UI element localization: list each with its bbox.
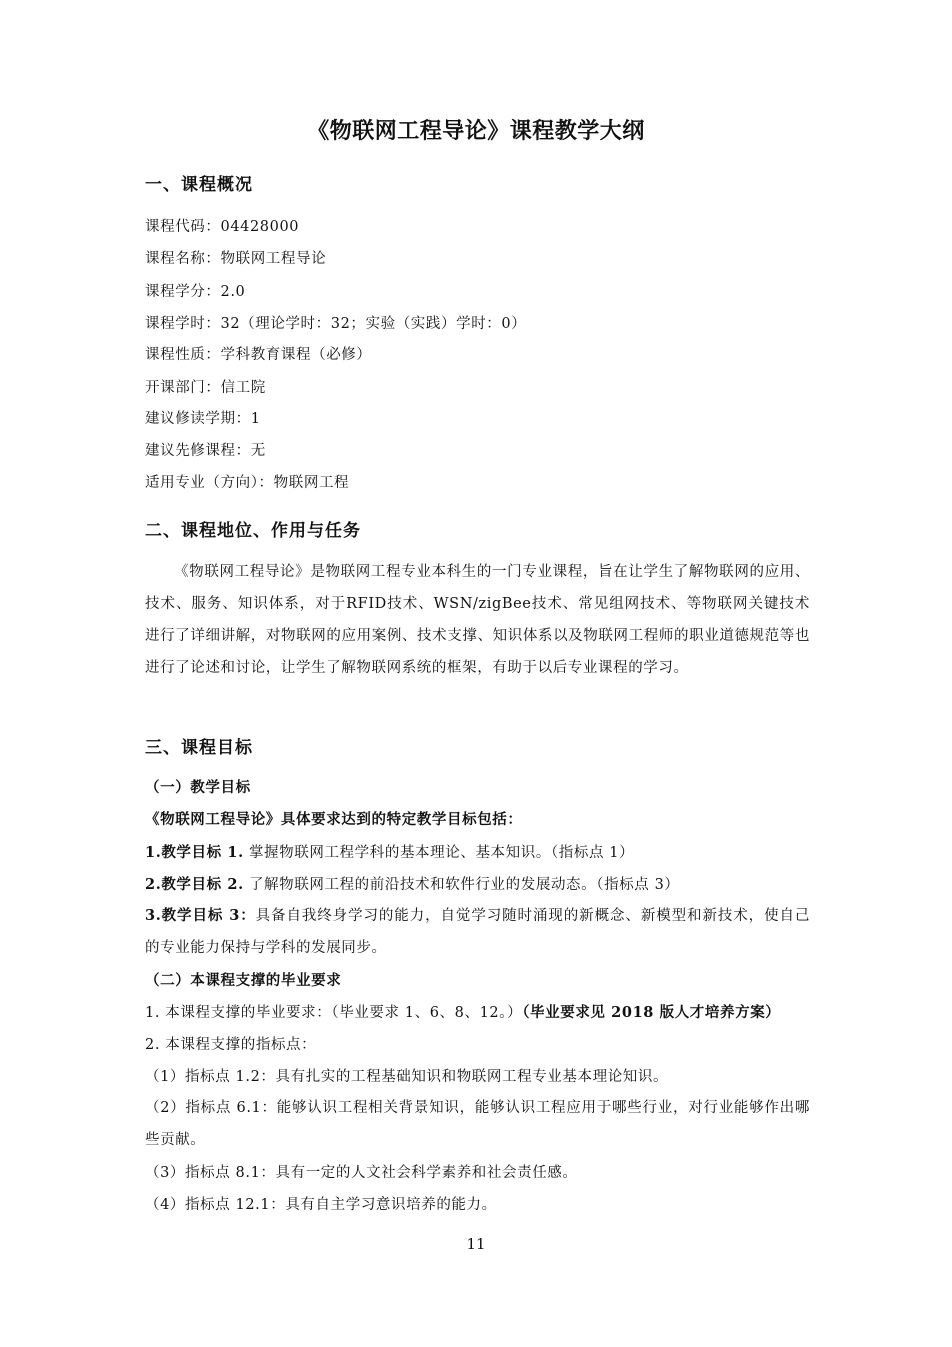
requirement-2: 2. 本课程支撑的指标点： xyxy=(145,1037,317,1053)
goal-1-label: 1.教学目标 1. xyxy=(145,844,244,861)
info-semester: 建议修读学期：1 xyxy=(145,411,261,427)
goal-3-text: 具备自我终身学习的能力，自觉学习随时涌现的新概念、新模型和新技术，使自己的专业能力保持与学科的发展同步。 xyxy=(145,908,810,956)
indicator-point-3: （3）指标点 8.1：具有一定的人文社会科学素养和社会责任感。 xyxy=(145,1165,578,1181)
section-heading-overview: 一、课程概况 xyxy=(145,175,253,195)
page-number: 11 xyxy=(466,1235,486,1253)
goal-2-text: 了解物联网工程的前沿技术和软件行业的发展动态。（指标点 3） xyxy=(248,877,680,893)
goal-1 xyxy=(145,843,634,863)
role-paragraph-text: 《物联网工程导论》是物联网工程专业本科生的一门专业课程，旨在让学生了解物联网的应用、技术、服务、知识体系，对于RFID技术、WSN/zigBee技术、常见组网技术、等物联网关键技术进行了详细讲解，对物联网的应用案例、技术支撑、知识体系以及物联网工程师的职业道德规范等也进行了论述和讨论，让学生了解物联网系统的框架，有助于以后专业课程的学习。 xyxy=(145,564,810,676)
role-paragraph xyxy=(145,556,810,684)
info-nature: 课程性质：学科教育课程（必修） xyxy=(145,347,372,363)
requirement-1-note: （毕业要求见 2018 版人才培养方案） xyxy=(522,1004,781,1021)
indicator-point-2: （2）指标点 6.1：能够认识工程相关背景知识，能够认识工程应用于哪些行业，对行业能够作出哪些贡献。 xyxy=(145,1100,810,1148)
goal-3 xyxy=(145,900,810,964)
info-credits: 课程学分：2.0 xyxy=(145,284,246,300)
goal-1-text: 掌握物联网工程学科的基本理论、基本知识。（指标点 1） xyxy=(248,845,635,861)
requirement-1 xyxy=(145,1003,780,1023)
section-heading-objectives: 三、课程目标 xyxy=(145,738,253,758)
document-title: 《物联网工程导论》课程教学大纲 xyxy=(307,118,645,144)
subheading-graduation-requirements: （二）本课程支撑的毕业要求 xyxy=(145,972,342,989)
info-department: 开课部门：信工院 xyxy=(145,380,266,396)
indicator-point-1: （1）指标点 1.2：具有扎实的工程基础知识和物联网工程专业基本理论知识。 xyxy=(145,1069,669,1085)
goal-2 xyxy=(145,875,680,895)
info-prerequisite: 建议先修课程：无 xyxy=(145,443,266,459)
goal-3-label: 3.教学目标 3： xyxy=(145,907,256,924)
indicator-point-4: （4）指标点 12.1：具有自主学习意识培养的能力。 xyxy=(145,1197,497,1213)
info-major: 适用专业（方向）：物联网工程 xyxy=(145,475,350,491)
info-course-name: 课程名称：物联网工程导论 xyxy=(145,251,327,267)
section-heading-role: 二、课程地位、作用与任务 xyxy=(145,521,361,541)
requirement-1-text: 1. 本课程支撑的毕业要求：（毕业要求 1、6、8、12。） xyxy=(145,1005,523,1021)
info-course-code: 课程代码：04428000 xyxy=(145,219,300,235)
info-hours: 课程学时：32（理论学时：32；实验（实践）学时：0） xyxy=(145,316,527,332)
goal-2-label: 2.教学目标 2. xyxy=(145,876,244,893)
subheading-teaching-goals: （一）教学目标 xyxy=(145,779,251,796)
goals-intro: 《物联网工程导论》具体要求达到的特定教学目标包括： xyxy=(145,811,523,828)
